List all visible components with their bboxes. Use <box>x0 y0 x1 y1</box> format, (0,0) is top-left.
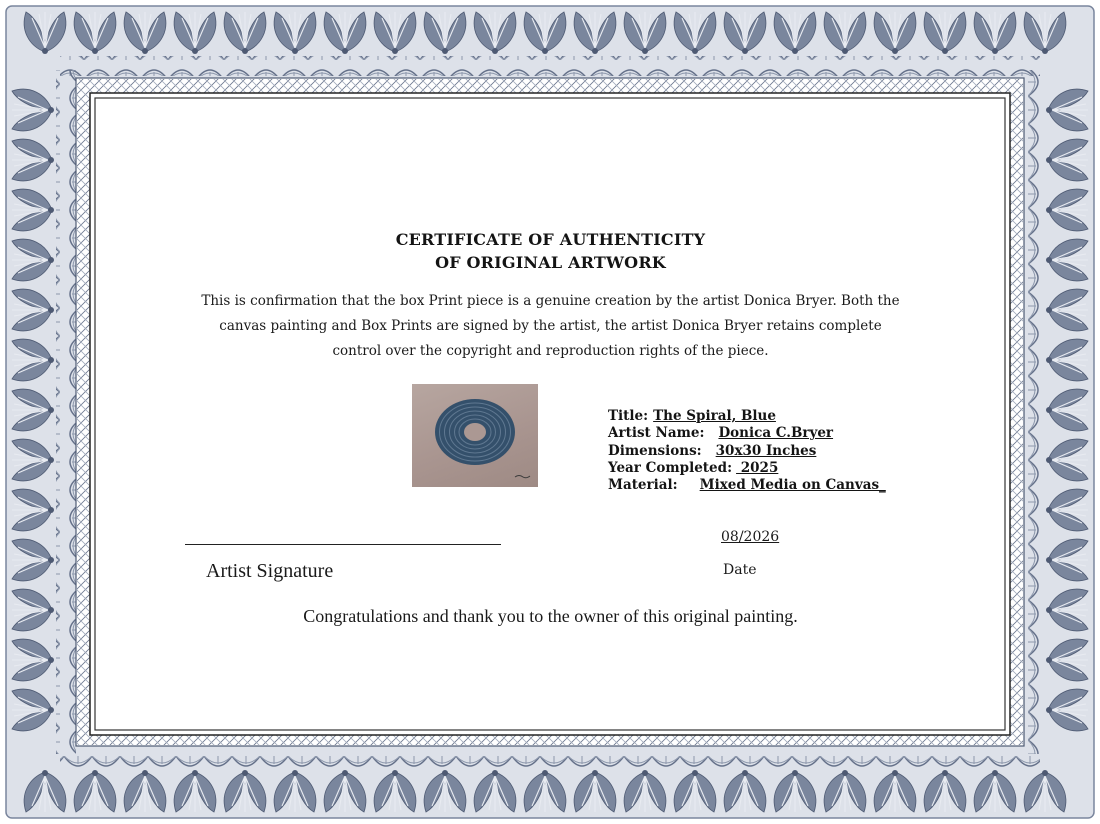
intro-text-line: control over the copyright and reproduction rights of the piece. <box>332 343 769 359</box>
detail-row-dimensions <box>608 443 928 460</box>
material-value: Mixed Media on Canvas_ <box>699 477 886 494</box>
date-value: 08/2026 <box>721 529 780 545</box>
certificate-body <box>97 101 1004 729</box>
title-label: Title: <box>608 408 649 424</box>
detail-row-artist <box>608 425 928 442</box>
date-label: Date <box>723 562 757 578</box>
dimensions-value: 30x30 Inches <box>715 442 817 459</box>
detail-row-title <box>608 408 928 425</box>
intro-text-line: canvas painting and Box Prints are signed by the artist, the artist Donica Bryer retains complete <box>219 318 882 334</box>
certificate-title: CERTIFICATE OF AUTHENTICITY <box>395 230 706 249</box>
artwork-details <box>608 408 928 494</box>
detail-row-material <box>608 477 928 494</box>
year-label: Year Completed: <box>608 459 733 476</box>
dimensions-label: Dimensions: <box>608 442 702 459</box>
detail-row-year <box>608 460 928 477</box>
material-label: Material: <box>608 477 678 494</box>
closing-message: Congratulations and thank you to the owner of this original painting. <box>303 606 798 626</box>
signature-line <box>185 544 501 545</box>
title-value: The Spiral, Blue <box>653 408 776 424</box>
artist-value: Donica C.Bryer <box>718 425 834 442</box>
artist-label: Artist Name: <box>608 425 705 442</box>
spiral-artwork-image <box>412 384 538 487</box>
intro-text-line: This is confirmation that the box Print piece is a genuine creation by the artist Donica Bryer. Both the <box>201 293 900 309</box>
certificate-subtitle: OF ORIGINAL ARTWORK <box>435 253 666 272</box>
artwork-photo <box>412 384 538 487</box>
signature-label: Artist Signature <box>206 560 334 582</box>
year-value: 2025 <box>736 459 779 476</box>
